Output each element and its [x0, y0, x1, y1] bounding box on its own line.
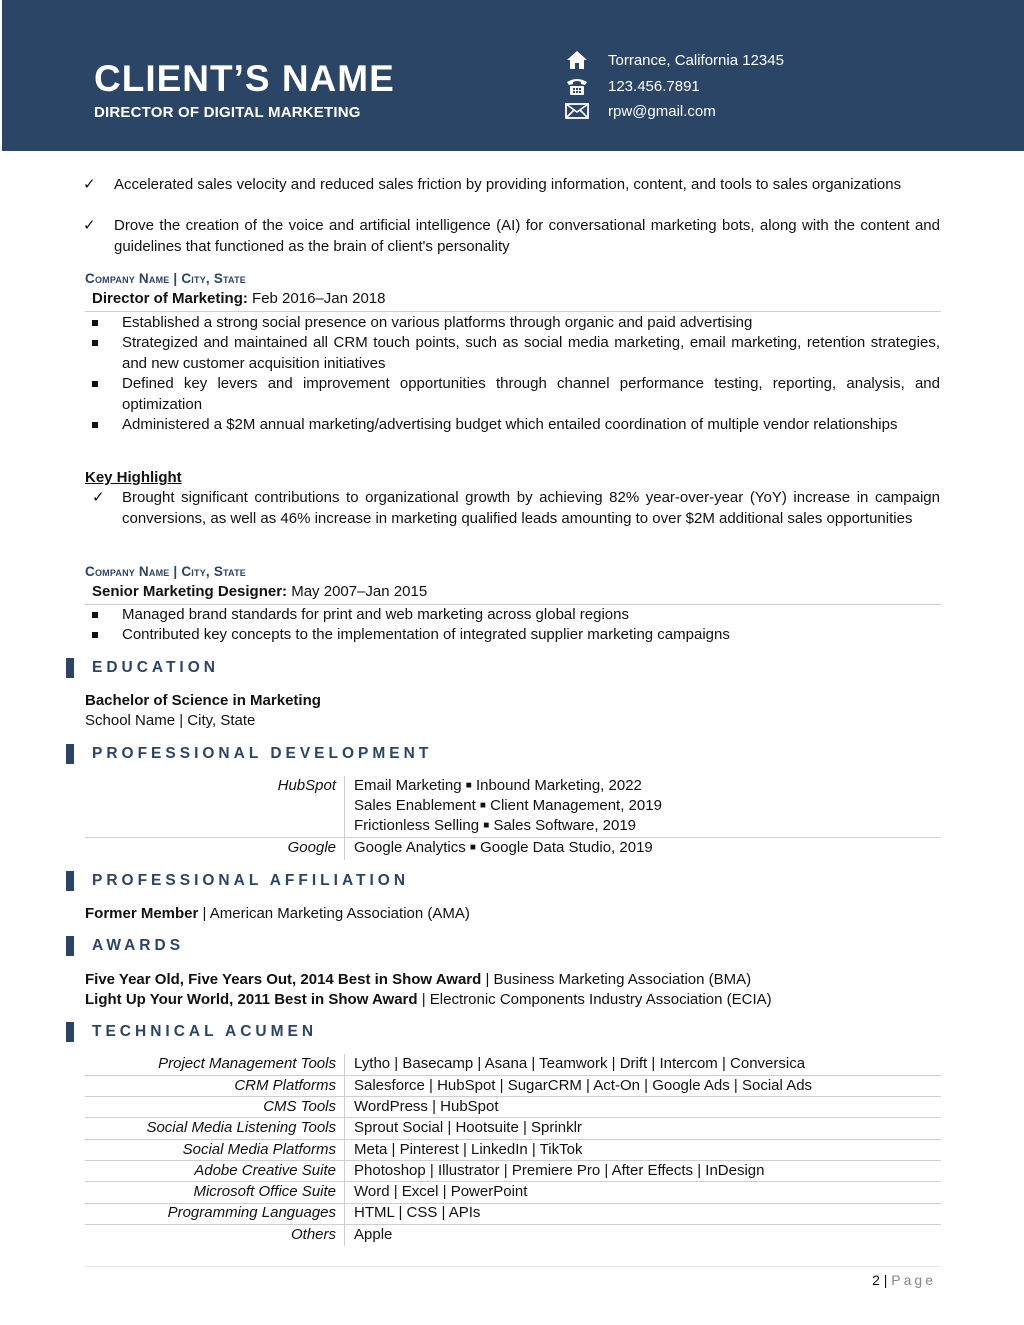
phone-icon [564, 76, 590, 96]
skill-category: Project Management Tools [158, 1055, 336, 1072]
skill-values: Word | Excel | PowerPoint [354, 1183, 528, 1200]
bullet-square-icon [92, 632, 98, 638]
role-title: Senior Marketing Designer: [92, 583, 288, 600]
section-heading-professional-development [66, 744, 432, 764]
skill-values: Lytho | Basecamp | Asana | Teamwork | Drift | Intercom | Conversica [354, 1055, 806, 1072]
bullet-square-icon [92, 422, 98, 428]
course-line: Email Marketing ■ Inbound Marketing, 2022 [354, 777, 642, 794]
divider [85, 1075, 941, 1076]
email-link[interactable]: rpw@gmail.com [608, 102, 716, 120]
skill-values: WordPress | HubSpot [354, 1098, 499, 1115]
divider [85, 1181, 941, 1182]
table-divider [344, 776, 345, 860]
email-row [564, 101, 716, 121]
skill-category: Social Media Platforms [182, 1141, 336, 1158]
job-role [92, 583, 427, 600]
divider [85, 1224, 941, 1225]
divider [85, 1160, 941, 1161]
divider [85, 837, 941, 838]
section-bar [66, 658, 74, 678]
phone-text: 123.456.7891 [608, 77, 700, 95]
job-bullet: Established a strong social presence on various platforms through organic and paid advertising [122, 314, 753, 331]
divider [85, 1117, 941, 1118]
job-bullet: Administered a $2M annual marketing/advertising budget which entailed coordination of multiple vendor relationships [122, 416, 898, 433]
skill-category: Programming Languages [167, 1204, 336, 1221]
section-bar [66, 1022, 74, 1042]
company-name: Company Name | City, State [85, 564, 246, 579]
checkmark-icon: ✓ [83, 217, 96, 234]
job-role [92, 290, 385, 307]
affiliation-entry: Former Member | American Marketing Association (AMA) [85, 905, 470, 922]
skill-category: Others [290, 1226, 336, 1243]
key-highlight-text: Brought significant contributions to organizational growth by achieving 82% year-over-year (YoY) increase in campaign conversions, as well as 46% increase in marketing qualified leads amounting to over $2M additional sales opportunities [122, 489, 940, 527]
address-text: Torrance, California 12345 [608, 51, 784, 69]
skill-category: CMS Tools [263, 1098, 336, 1115]
course-line: Sales Enablement ■ Client Management, 2019 [354, 797, 662, 814]
section-bar [66, 871, 74, 891]
course-provider: Google [287, 839, 336, 856]
course-line: Google Analytics ■ Google Data Studio, 2019 [354, 839, 653, 856]
footer-divider [85, 1266, 941, 1267]
table-divider [344, 1054, 345, 1246]
bullet-square-icon [92, 381, 98, 387]
page-separator: | [883, 1272, 888, 1288]
award-entry: Five Year Old, Five Years Out, 2014 Best in Show Award | Business Marketing Association (BMA) [85, 971, 752, 988]
skill-category: Microsoft Office Suite [193, 1183, 336, 1200]
skill-category: Social Media Listening Tools [146, 1119, 336, 1136]
award-entry: Light Up Your World, 2011 Best in Show Award | Electronic Components Industry Association (ECIA) [85, 991, 772, 1008]
key-highlight-label: Key Highlight [85, 469, 182, 486]
role-dates: Feb 2016–Jan 2018 [252, 290, 386, 307]
skill-values: Meta | Pinterest | LinkedIn | TikTok [354, 1141, 583, 1158]
job-bullet: Managed brand standards for print and web marketing across global regions [122, 606, 629, 623]
section-heading-professional-affiliation [66, 871, 409, 891]
role-title: Director of Marketing: [92, 290, 248, 307]
role-dates: May 2007–Jan 2015 [291, 583, 428, 600]
section-title: TECHNICAL ACUMEN [92, 1023, 318, 1040]
checkmark-icon: ✓ [92, 489, 105, 506]
bullet-square-icon [92, 320, 98, 326]
section-heading-technical-acumen [66, 1022, 317, 1042]
envelope-icon [564, 101, 590, 121]
section-heading-education [66, 658, 219, 678]
intro-bullet: Accelerated sales velocity and reduced sales friction by providing information, content, and tools to sales organizations [114, 176, 902, 193]
section-title: PROFESSIONAL AFFILIATION [92, 872, 410, 889]
bullet-square-icon [92, 612, 98, 618]
divider [85, 1096, 941, 1097]
divider [85, 1139, 941, 1140]
job-bullet: Contributed key concepts to the implementation of integrated supplier marketing campaigns [122, 626, 730, 643]
course-line: Frictionless Selling ■ Sales Software, 2019 [354, 817, 637, 834]
skill-values: Salesforce | HubSpot | SugarCRM | Act-On | Google Ads | Social Ads [354, 1077, 813, 1094]
job-title: DIRECTOR OF DIGITAL MARKETING [94, 104, 361, 121]
checkmark-icon: ✓ [83, 176, 96, 193]
section-title: EDUCATION [92, 659, 219, 676]
job-bullet: Defined key levers and improvement opportunities through channel performance testing, reporting, analysis, and optimization [122, 375, 940, 413]
school: School Name | City, State [85, 712, 256, 729]
home-icon [564, 50, 590, 70]
address-row [564, 50, 784, 70]
course-provider: HubSpot [277, 777, 336, 794]
page-number: 2 [872, 1272, 880, 1288]
section-bar [66, 936, 74, 956]
phone-row [564, 76, 700, 96]
section-bar [66, 744, 74, 764]
skill-values: Sprout Social | Hootsuite | Sprinklr [354, 1119, 582, 1136]
skill-values: Apple [354, 1226, 393, 1243]
degree: Bachelor of Science in Marketing [85, 692, 321, 709]
intro-bullet: Drove the creation of the voice and artificial intelligence (AI) for conversational marketing bots, along with the content and guidelines that functioned as the brain of client's personality [114, 217, 940, 255]
section-heading-awards [66, 936, 184, 956]
bullet-square-icon [92, 340, 98, 346]
company-name: Company Name | City, State [85, 271, 246, 286]
skill-category: CRM Platforms [234, 1077, 336, 1094]
page-footer [872, 1272, 936, 1288]
divider [85, 311, 941, 312]
page-label: Page [891, 1272, 936, 1288]
job-bullet: Strategized and maintained all CRM touch points, such as social media marketing, email marketing, retention strategies, and new customer acquisition initiatives [122, 334, 940, 372]
client-name: CLIENT’S NAME [94, 58, 395, 99]
section-title: PROFESSIONAL DEVELOPMENT [92, 745, 433, 762]
resume-header [2, 0, 1024, 151]
skill-category: Adobe Creative Suite [194, 1162, 336, 1179]
skill-values: Photoshop | Illustrator | Premiere Pro | After Effects | InDesign [354, 1162, 765, 1179]
skill-values: HTML | CSS | APIs [354, 1204, 481, 1221]
section-title: AWARDS [92, 937, 185, 954]
